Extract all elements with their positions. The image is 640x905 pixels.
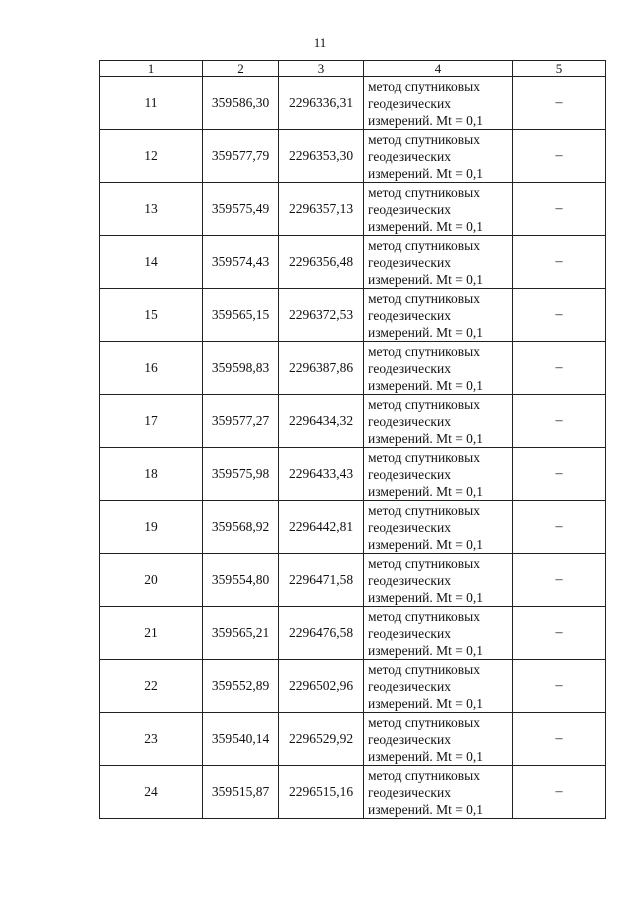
y-coordinate-cell: 2296336,31 (279, 77, 364, 130)
method-cell (364, 342, 513, 395)
x-coordinate-cell: 359586,30 (203, 77, 279, 130)
method-line: геодезических (368, 254, 451, 270)
point-number-cell: 18 (100, 448, 203, 501)
method-cell (364, 236, 513, 289)
method-cell (364, 766, 513, 819)
method-line: геодезических (368, 678, 451, 694)
x-coordinate-cell: 359598,83 (203, 342, 279, 395)
x-coordinate-cell: 359577,27 (203, 395, 279, 448)
point-number-cell: 17 (100, 395, 203, 448)
table-row (100, 766, 606, 819)
note-cell: – (513, 660, 606, 713)
note-cell: – (513, 183, 606, 236)
method-line: метод спутниковых (368, 661, 480, 677)
method-line: геодезических (368, 466, 451, 482)
method-line: метод спутниковых (368, 449, 480, 465)
method-line: метод спутниковых (368, 343, 480, 359)
x-coordinate-cell: 359575,98 (203, 448, 279, 501)
table-row (100, 713, 606, 766)
method-line: метод спутниковых (368, 131, 480, 147)
method-line: геодезических (368, 148, 451, 164)
method-line: метод спутниковых (368, 608, 480, 624)
note-cell: – (513, 501, 606, 554)
table-row (100, 607, 606, 660)
table-row (100, 236, 606, 289)
method-line: геодезических (368, 201, 451, 217)
method-line: измерений. Mt = 0,1 (368, 218, 484, 234)
method-line: метод спутниковых (368, 555, 480, 571)
point-number-cell: 13 (100, 183, 203, 236)
method-line: геодезических (368, 731, 451, 747)
method-line: геодезических (368, 519, 451, 535)
method-cell (364, 554, 513, 607)
note-cell: – (513, 77, 606, 130)
method-line: геодезических (368, 572, 451, 588)
method-cell (364, 607, 513, 660)
method-line: метод спутниковых (368, 237, 480, 253)
x-coordinate-cell: 359540,14 (203, 713, 279, 766)
note-cell: – (513, 448, 606, 501)
method-cell (364, 660, 513, 713)
table-row (100, 554, 606, 607)
method-line: измерений. Mt = 0,1 (368, 483, 484, 499)
point-number-cell: 15 (100, 289, 203, 342)
point-number-cell: 14 (100, 236, 203, 289)
page-number: 11 (313, 35, 327, 50)
table-row (100, 130, 606, 183)
table-header (100, 61, 606, 77)
y-coordinate-cell: 2296502,96 (279, 660, 364, 713)
point-number-cell: 24 (100, 766, 203, 819)
table-row (100, 183, 606, 236)
x-coordinate-cell: 359515,87 (203, 766, 279, 819)
method-line: геодезических (368, 784, 451, 800)
point-number-cell: 11 (100, 77, 203, 130)
y-coordinate-cell: 2296434,32 (279, 395, 364, 448)
method-line: измерений. Mt = 0,1 (368, 695, 484, 711)
method-line: измерений. Mt = 0,1 (368, 112, 484, 128)
note-cell: – (513, 130, 606, 183)
note-cell: – (513, 289, 606, 342)
header-col-4: 4 (364, 61, 513, 77)
x-coordinate-cell: 359568,92 (203, 501, 279, 554)
y-coordinate-cell: 2296442,81 (279, 501, 364, 554)
method-line: измерений. Mt = 0,1 (368, 271, 484, 287)
x-coordinate-cell: 359565,15 (203, 289, 279, 342)
table-row (100, 501, 606, 554)
header-col-3: 3 (279, 61, 364, 77)
coordinates-table (99, 60, 606, 819)
method-line: измерений. Mt = 0,1 (368, 589, 484, 605)
note-cell: – (513, 554, 606, 607)
method-line: метод спутниковых (368, 767, 480, 783)
point-number-cell: 12 (100, 130, 203, 183)
header-col-1: 1 (100, 61, 203, 77)
table-row (100, 77, 606, 130)
method-line: геодезических (368, 360, 451, 376)
table-row (100, 289, 606, 342)
table-row (100, 395, 606, 448)
note-cell: – (513, 766, 606, 819)
y-coordinate-cell: 2296515,16 (279, 766, 364, 819)
point-number-cell: 20 (100, 554, 203, 607)
method-cell (364, 183, 513, 236)
x-coordinate-cell: 359575,49 (203, 183, 279, 236)
method-cell (364, 77, 513, 130)
y-coordinate-cell: 2296357,13 (279, 183, 364, 236)
method-line: метод спутниковых (368, 714, 480, 730)
method-line: измерений. Mt = 0,1 (368, 801, 484, 817)
point-number-cell: 23 (100, 713, 203, 766)
method-cell (364, 289, 513, 342)
header-row (100, 61, 606, 77)
x-coordinate-cell: 359552,89 (203, 660, 279, 713)
method-cell (364, 713, 513, 766)
method-line: метод спутниковых (368, 78, 480, 94)
method-line: метод спутниковых (368, 502, 480, 518)
point-number-cell: 22 (100, 660, 203, 713)
table-row (100, 448, 606, 501)
header-col-5: 5 (513, 61, 606, 77)
note-cell: – (513, 236, 606, 289)
method-line: геодезических (368, 413, 451, 429)
method-cell (364, 130, 513, 183)
y-coordinate-cell: 2296529,92 (279, 713, 364, 766)
y-coordinate-cell: 2296353,30 (279, 130, 364, 183)
y-coordinate-cell: 2296476,58 (279, 607, 364, 660)
method-line: измерений. Mt = 0,1 (368, 748, 484, 764)
table-row (100, 660, 606, 713)
method-cell (364, 501, 513, 554)
method-line: измерений. Mt = 0,1 (368, 536, 484, 552)
point-number-cell: 19 (100, 501, 203, 554)
x-coordinate-cell: 359565,21 (203, 607, 279, 660)
method-line: геодезических (368, 95, 451, 111)
header-col-2: 2 (203, 61, 279, 77)
y-coordinate-cell: 2296471,58 (279, 554, 364, 607)
method-line: геодезических (368, 307, 451, 323)
method-cell (364, 395, 513, 448)
method-line: геодезических (368, 625, 451, 641)
x-coordinate-cell: 359574,43 (203, 236, 279, 289)
point-number-cell: 21 (100, 607, 203, 660)
x-coordinate-cell: 359577,79 (203, 130, 279, 183)
method-line: измерений. Mt = 0,1 (368, 377, 484, 393)
y-coordinate-cell: 2296372,53 (279, 289, 364, 342)
y-coordinate-cell: 2296433,43 (279, 448, 364, 501)
note-cell: – (513, 607, 606, 660)
method-line: измерений. Mt = 0,1 (368, 642, 484, 658)
note-cell: – (513, 395, 606, 448)
method-line: измерений. Mt = 0,1 (368, 165, 484, 181)
y-coordinate-cell: 2296356,48 (279, 236, 364, 289)
table-row (100, 342, 606, 395)
method-line: метод спутниковых (368, 290, 480, 306)
method-line: измерений. Mt = 0,1 (368, 324, 484, 340)
point-number-cell: 16 (100, 342, 203, 395)
method-cell (364, 448, 513, 501)
method-line: метод спутниковых (368, 184, 480, 200)
note-cell: – (513, 713, 606, 766)
x-coordinate-cell: 359554,80 (203, 554, 279, 607)
y-coordinate-cell: 2296387,86 (279, 342, 364, 395)
table-body (100, 77, 606, 819)
note-cell: – (513, 342, 606, 395)
method-line: метод спутниковых (368, 396, 480, 412)
method-line: измерений. Mt = 0,1 (368, 430, 484, 446)
